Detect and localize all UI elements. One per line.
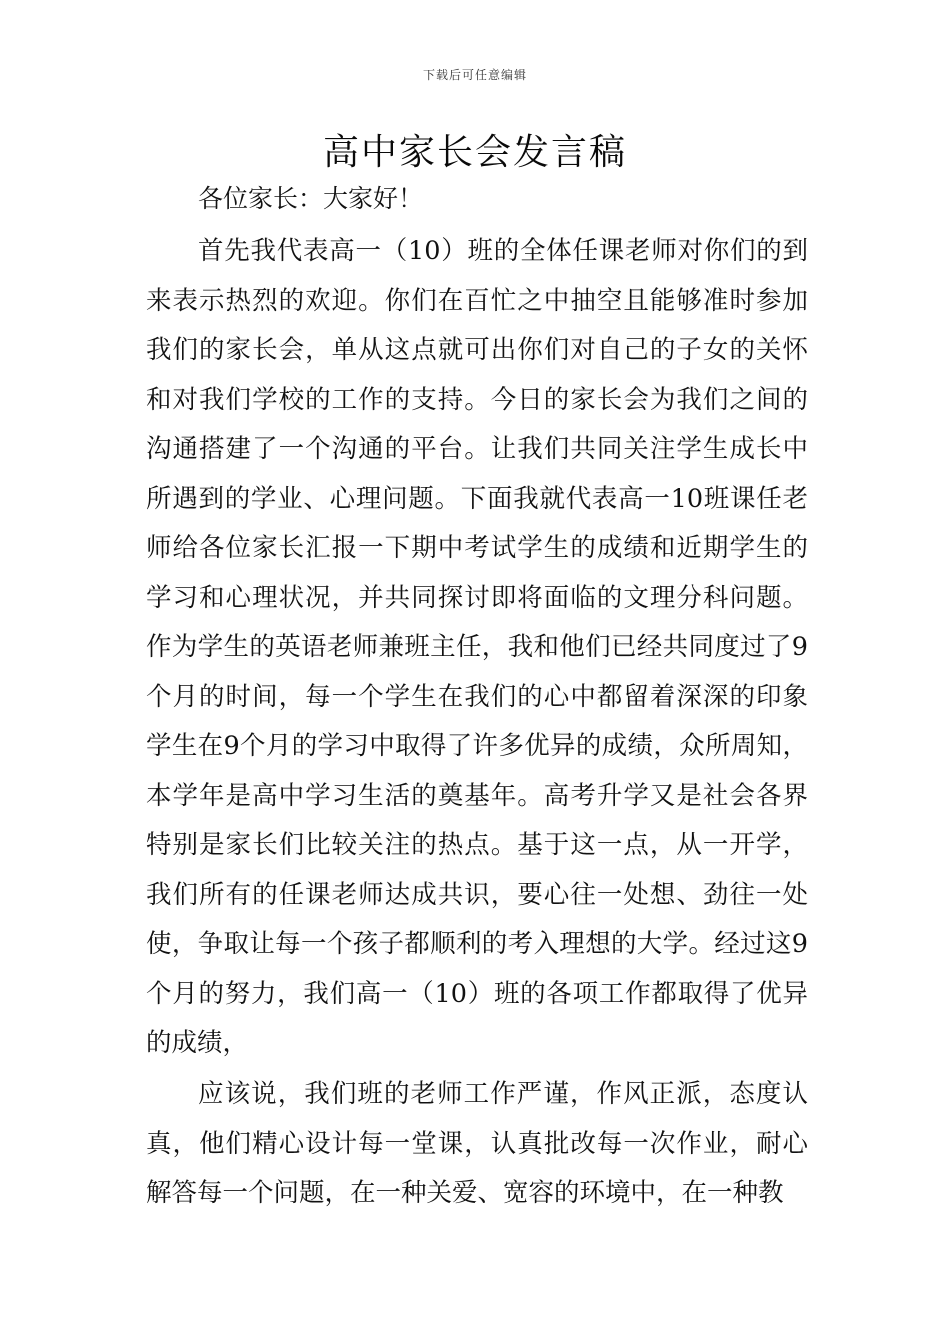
paragraph-2: 应该说，我们班的老师工作严谨，作风正派，态度认真，他们精心设计每一堂课，认真批改每一次作业，耐心解答每一个问题，在一种关爱、宽容的环境中，在一种教 <box>146 1079 808 1208</box>
page-title: 高中家长会发言稿 <box>322 132 627 173</box>
header-note: 下载后可任意编辑 <box>422 68 527 82</box>
paragraph-1: 首先我代表高一（10）班的全体任课老师对你们的到来表示热烈的欢迎。你们在百忙之中抽空且能够准时参加我们的家长会，单从这点就可出你们对自己的子女的关怀和对我们学校的工作的支持。今日的家长会为我们之间的沟通搭建了一个沟通的平台。让我们共同关注学生成长中所遇到的学业、心理问题。下面我就代表高一10班课任老师给各位家长汇报一下期中考试学生的成绩和近期学生的学习和心理状况，并共同探讨即将面临的文理分科问题。作为学生的英语老师兼班主任，我和他们已经共同度过了9个月的时间，每一个学生在我们的心中都留着深深的印象学生在9个月的学习中取得了许多优异的成绩，众所周知，本学年是高中学习生活的奠基年。高考升学又是社会各界特别是家长们比较关注的热点。基于这一点，从一开学，我们所有的任课老师达成共识，要心往一处想、劲往一处使，争取让每一个孩子都顺利的考入理想的大学。经过这9个月的努力，我们高一（10）班的各项工作都取得了优异的成绩， <box>146 236 808 1058</box>
greeting: 各位家长：大家好！ <box>198 184 424 213</box>
